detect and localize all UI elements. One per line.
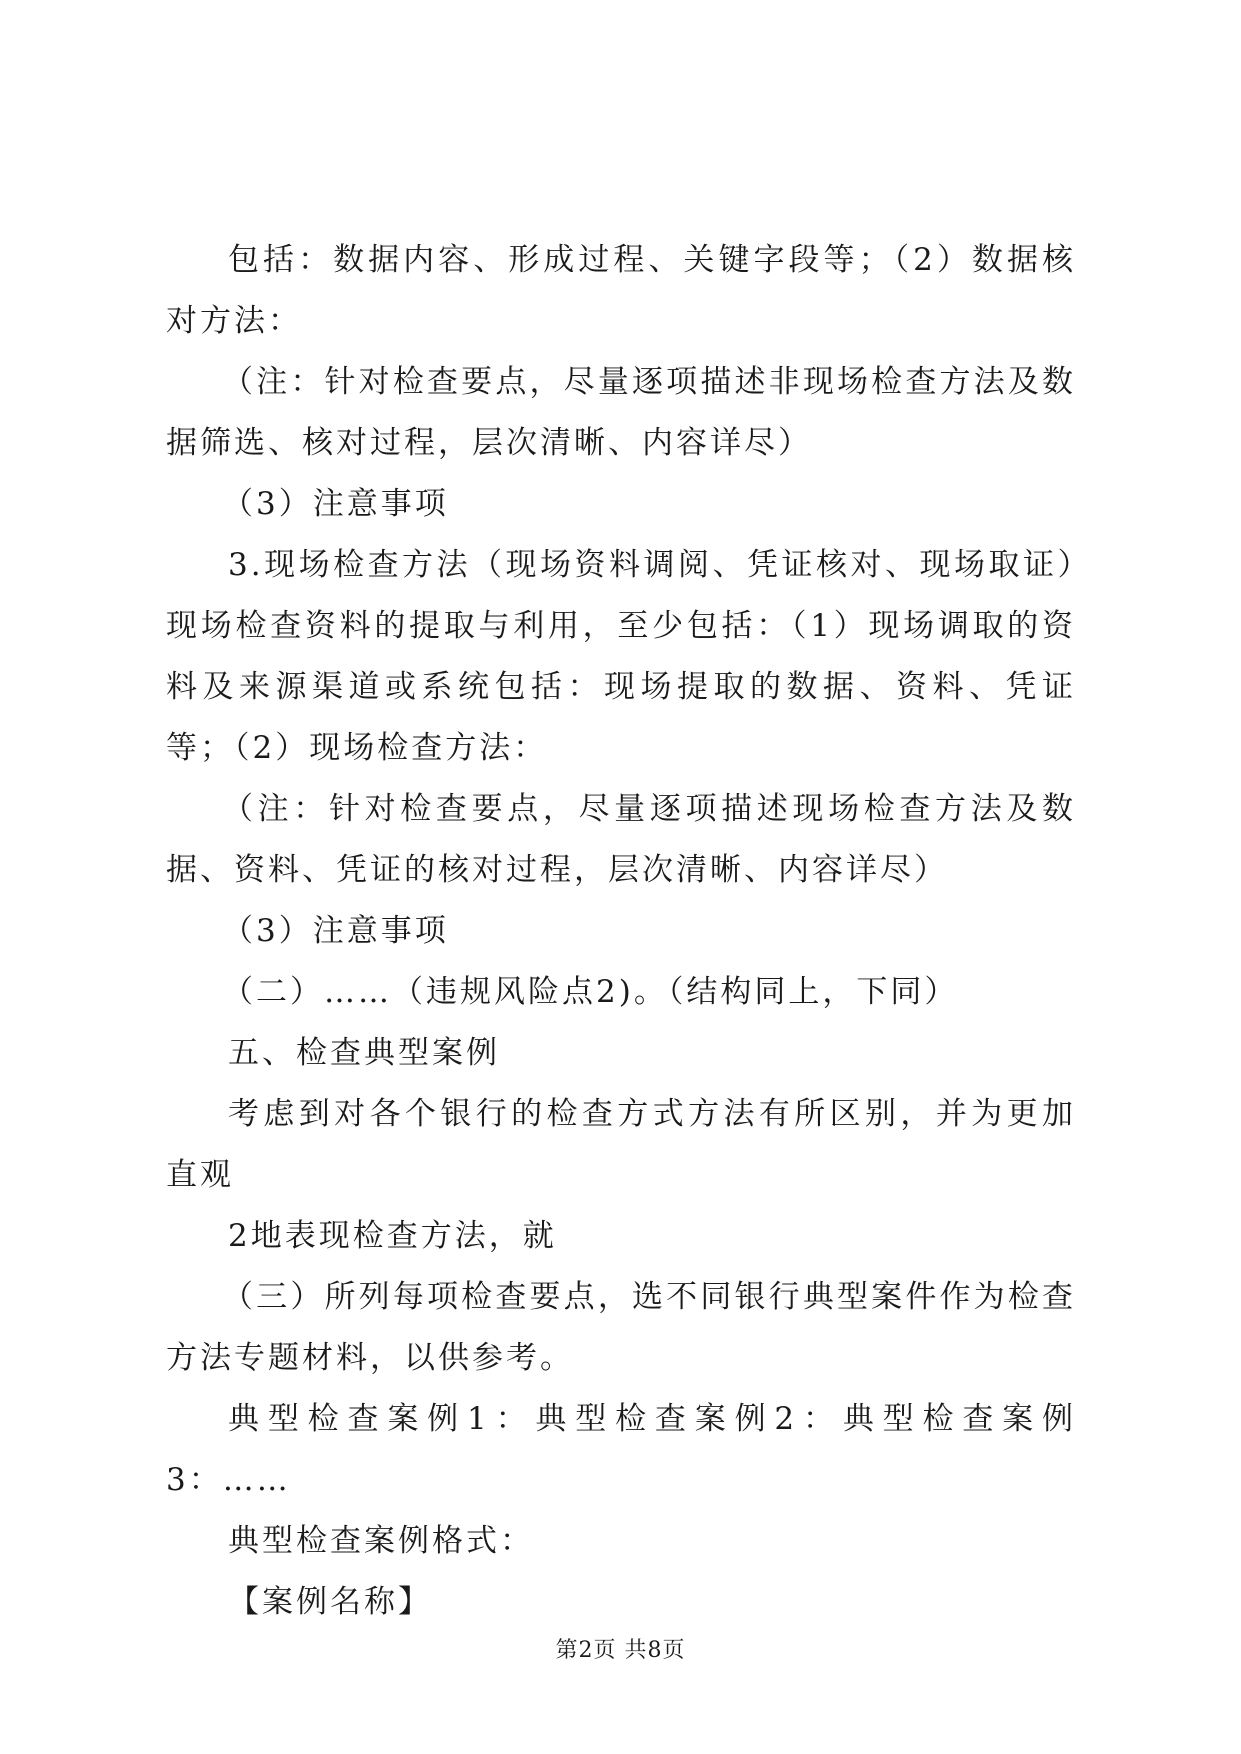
paragraph: 典型检查案例1：典型检查案例2：典型检查案例3：…… (166, 1401, 1076, 1498)
paragraph: （3）注意事项 (222, 913, 449, 949)
paragraph: （二）……（违规风险点2)。（结构同上，下同） (222, 974, 959, 1010)
document-body (166, 230, 1076, 1633)
page-footer: 第2页 共8页 (555, 1638, 686, 1663)
section-heading: 五、检查典型案例 (228, 1035, 500, 1071)
paragraph: 考虑到对各个银行的检查方式方法有所区别，并为更加直观 (166, 1096, 1076, 1193)
paragraph: （三）所列每项检查要点，选不同银行典型案件作为检查方法专题材料，以供参考。 (166, 1279, 1076, 1376)
paragraph: 典型检查案例格式： (228, 1523, 534, 1559)
paragraph: （注：针对检查要点，尽量逐项描述非现场检查方法及数据筛选、核对过程，层次清晰、内容详尽） (166, 364, 1076, 461)
paragraph: 2地表现检查方法，就 (228, 1218, 557, 1254)
paragraph: （注：针对检查要点，尽量逐项描述现场检查方法及数据、资料、凭证的核对过程，层次清晰、内容详尽） (166, 791, 1076, 888)
paragraph: （3）注意事项 (222, 486, 449, 522)
paragraph: 包括：数据内容、形成过程、关键字段等；（2）数据核对方法： (166, 242, 1076, 339)
paragraph: 3.现场检查方法（现场资料调阅、凭证核对、现场取证）现场检查资料的提取与利用，至少包括：（1）现场调取的资料及来源渠道或系统包括：现场提取的数据、资料、凭证等；（2）现场检查方法： (166, 547, 1076, 766)
case-name-heading: 【案例名称】 (228, 1584, 432, 1620)
